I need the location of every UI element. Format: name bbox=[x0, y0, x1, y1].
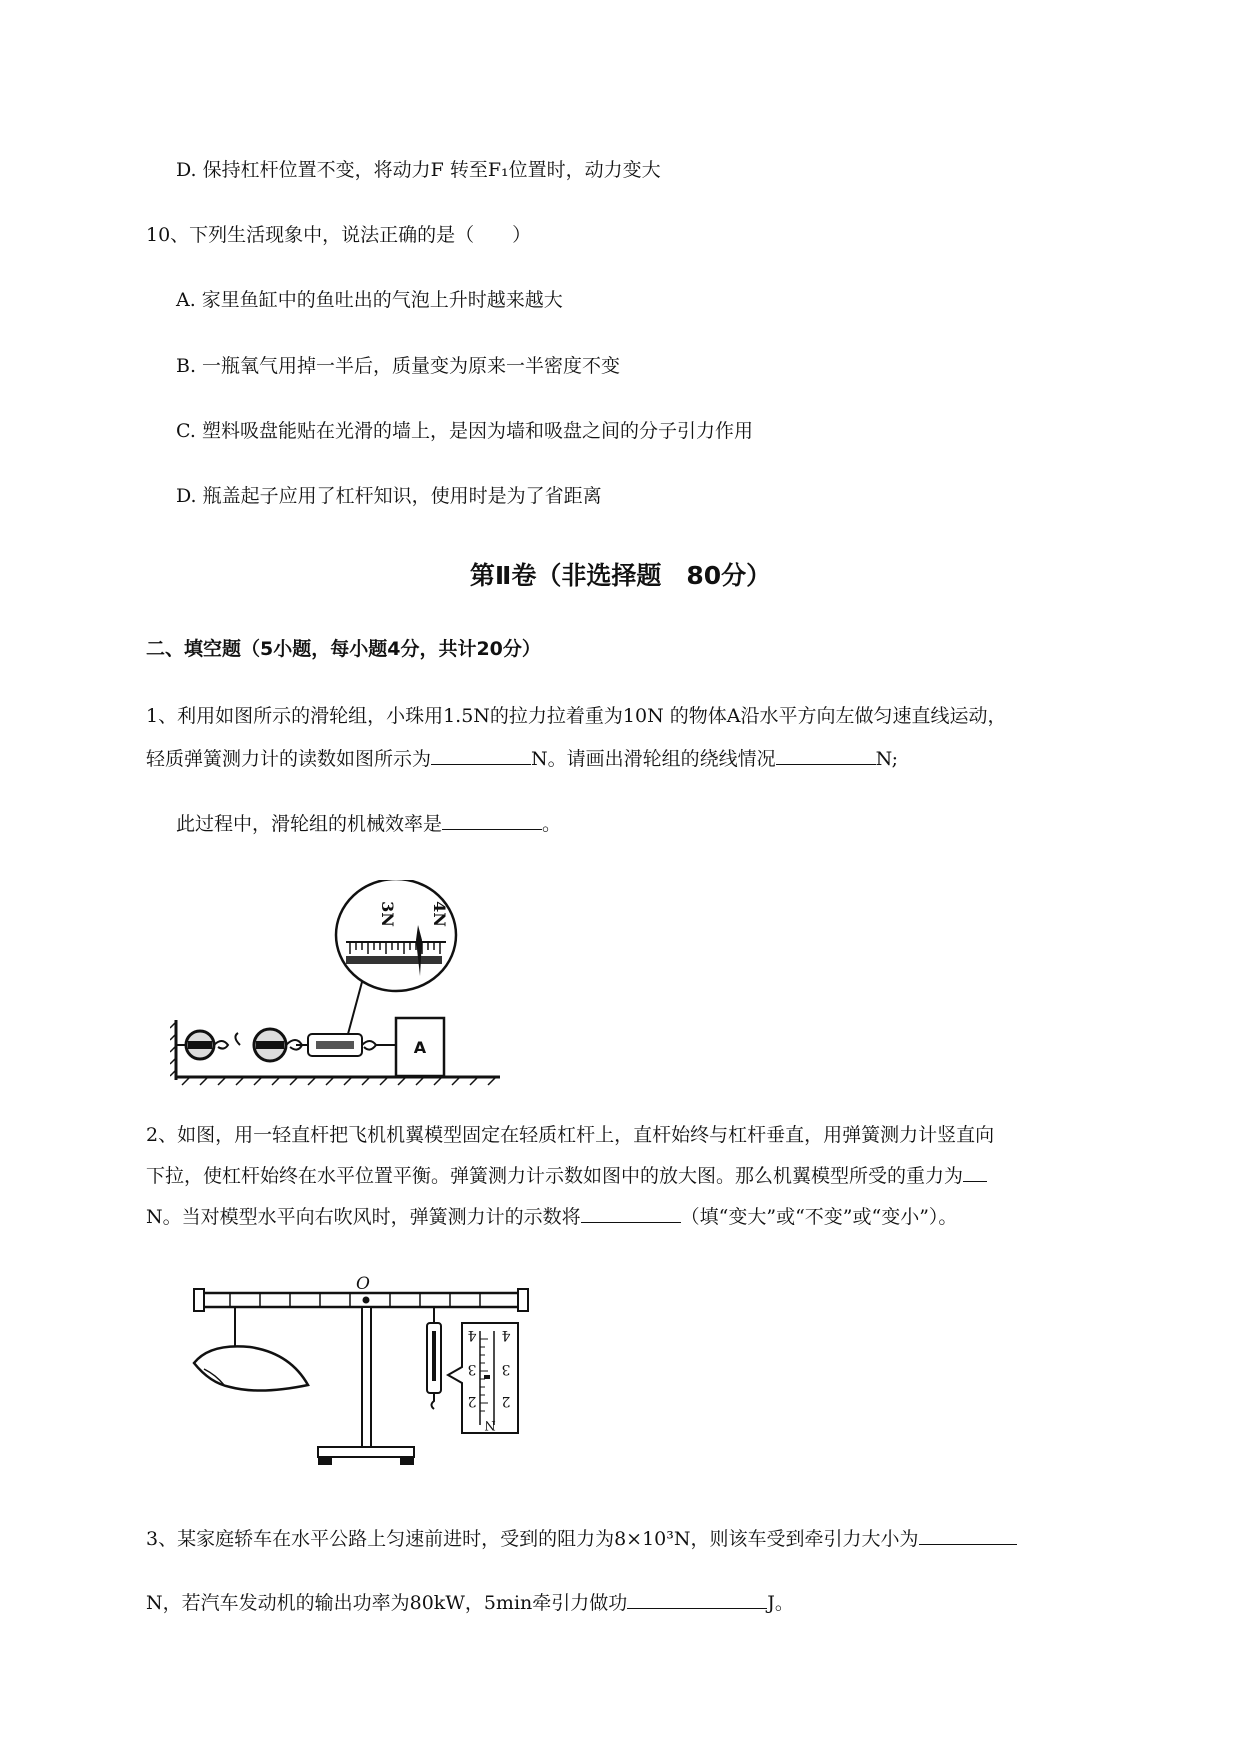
fq3-line1-text-a: 3、某家庭轿车在水平公路上匀速前进时，受到的阻力为8×10³N，则该车受到牵引力大小为 bbox=[146, 1528, 919, 1550]
fq1-line2-text-b: N。请画出滑轮组的绕线情况 bbox=[531, 748, 776, 770]
pivot-label: O bbox=[356, 1275, 370, 1294]
fq2-blank-1[interactable] bbox=[963, 1161, 987, 1182]
fq2-line1: 2、如图，用一轻直杆把飞机机翼模型固定在轻质杠杆上，直杆始终与杠杆垂直，用弹簧测力计竖直向 bbox=[146, 1124, 995, 1146]
mag-scale-4-right: 4 bbox=[501, 1327, 511, 1343]
fq3-line2 bbox=[146, 1588, 794, 1616]
mag-scale-4-left: 4 bbox=[467, 1327, 477, 1343]
fq3-blank-1[interactable] bbox=[919, 1524, 1017, 1545]
q10-option-d: D. 瓶盖起子应用了杠杆知识，使用时是为了省距离 bbox=[176, 485, 602, 507]
fq3-blank-2[interactable] bbox=[627, 1588, 767, 1609]
fq3-line2-text-a: N，若汽车发动机的输出功率为80kW，5min牵引力做功 bbox=[146, 1592, 628, 1614]
mag-scale-2-left: 2 bbox=[467, 1393, 477, 1409]
q10-option-b: B. 一瓶氧气用掉一半后，质量变为原来一半密度不变 bbox=[176, 355, 621, 377]
q10-stem: 10、下列生活现象中，说法正确的是（ ） bbox=[146, 224, 532, 246]
fq2-line2 bbox=[146, 1161, 987, 1189]
fq2-line3-text-b: （填“变大”或“不变”或“变小”）。 bbox=[680, 1206, 958, 1228]
mag-unit-label: N bbox=[484, 1417, 496, 1432]
mag-scale-2-right: 2 bbox=[501, 1393, 511, 1409]
fq1-line2-text-c: N; bbox=[875, 748, 899, 770]
q10-option-a: A. 家里鱼缸中的鱼吐出的气泡上升时越来越大 bbox=[176, 289, 563, 311]
fq3-line2-text-b: J。 bbox=[767, 1592, 794, 1614]
fq1-blank-1[interactable] bbox=[431, 744, 531, 765]
fq1-line2 bbox=[146, 744, 898, 772]
fq1-blank-2[interactable] bbox=[776, 744, 876, 765]
fq2-line3-text-a: N。当对模型水平向右吹风时，弹簧测力计的示数将 bbox=[146, 1206, 581, 1228]
lever-figure bbox=[190, 1275, 550, 1475]
fq1-line2-text-a: 轻质弹簧测力计的读数如图所示为 bbox=[146, 748, 432, 770]
q10-option-c: C. 塑料吸盘能贴在光滑的墙上，是因为墙和吸盘之间的分子引力作用 bbox=[176, 420, 753, 442]
fq1-line1: 1、利用如图所示的滑轮组，小珠用1.5N的拉力拉着重为10N 的物体A沿水平方向左做匀速直线运动， bbox=[146, 705, 1007, 727]
mag-scale-3-left: 3 bbox=[467, 1361, 477, 1377]
fq1-line3 bbox=[176, 809, 561, 837]
part2-title: 第Ⅱ卷（非选择题 80分） bbox=[469, 561, 772, 590]
fq2-line2-text-a: 下拉，使杠杆始终在水平位置平衡。弹簧测力计示数如图中的放大图。那么机翼模型所受的重力为 bbox=[146, 1165, 964, 1187]
section2-title: 二、填空题（5小题，每小题4分，共计20分） bbox=[146, 638, 541, 660]
fq1-line3-text-a: 此过程中，滑轮组的机械效率是 bbox=[176, 813, 443, 835]
fq2-line3 bbox=[146, 1202, 957, 1230]
fq2-blank-2[interactable] bbox=[581, 1202, 681, 1223]
pulley-figure bbox=[170, 880, 510, 1090]
q9-option-d: D. 保持杠杆位置不变，将动力F 转至F₁位置时，动力变大 bbox=[176, 159, 661, 181]
mag-scale-3-right: 3 bbox=[501, 1361, 511, 1377]
scale-label-3n: 3N bbox=[378, 901, 397, 927]
fq1-line3-text-b: 。 bbox=[542, 813, 562, 835]
fq3-line1 bbox=[146, 1524, 1017, 1552]
scale-label-4n: 4N bbox=[430, 901, 449, 927]
fq1-blank-3[interactable] bbox=[442, 809, 542, 830]
block-a-label: A bbox=[413, 1038, 427, 1057]
